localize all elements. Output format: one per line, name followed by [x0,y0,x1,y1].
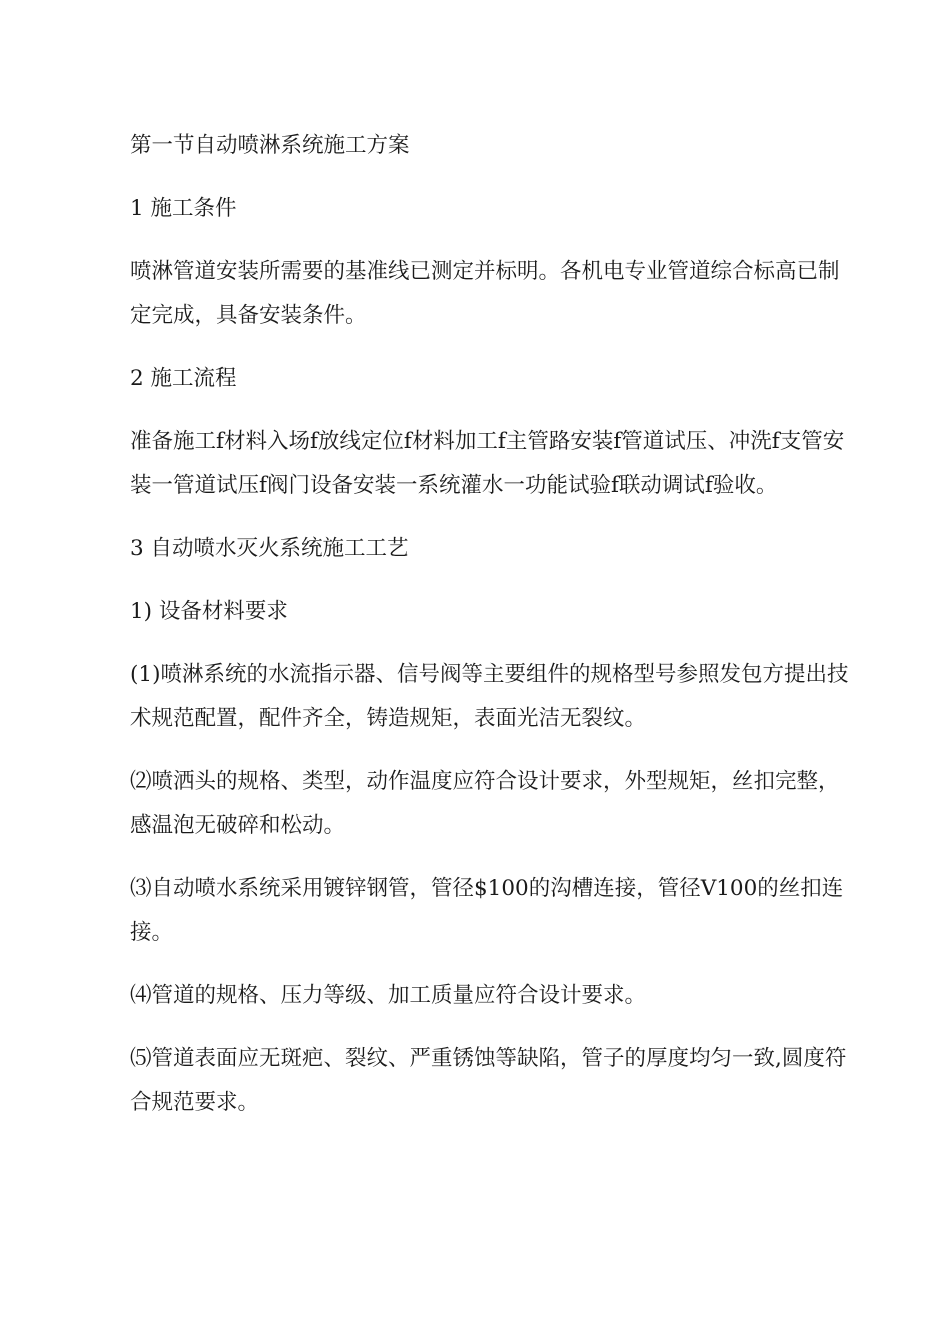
list-item: ⑸管道表面应无斑疤、裂纹、严重锈蚀等缺陷，管子的厚度均匀一致,圆度符合规范要求。 [130,1046,847,1115]
document-body [130,124,850,1144]
section-heading-3: 3 自动喷水灭火系统施工工艺 [130,536,409,561]
list-item: (1)喷淋系统的水流指示器、信号阀等主要组件的规格型号参照发包方提出技术规范配置，配件齐全，铸造规矩，表面光洁无裂纹。 [130,662,849,731]
list-item: ⑶自动喷水系统采用镀锌钢管，管径$100的沟槽连接，管径V100的丝扣连接。 [130,876,844,945]
list-item: ⑵喷洒头的规格、类型，动作温度应符合设计要求，外型规矩，丝扣完整，感温泡无破碎和松动。 [130,769,840,838]
list-item: ⑷管道的规格、压力等级、加工质量应符合设计要求。 [130,983,647,1008]
section-heading-1: 1 施工条件 [130,196,237,221]
document-title: 第一节自动喷淋系统施工方案 [130,133,410,158]
paragraph-process: 准备施工f材料入场f放线定位f材料加工f主管路安装f管道试压、冲洗f支管安装一管道试压f阀门设备安装一系统灌水一功能试验f联动调试f验收。 [130,429,845,498]
paragraph-conditions: 喷淋管道安装所需要的基准线已测定并标明。各机电专业管道综合标高已制定完成，具备安装条件。 [130,259,840,328]
section-heading-2: 2 施工流程 [130,366,237,391]
subsection-heading-1: 1) 设备材料要求 [130,599,288,624]
